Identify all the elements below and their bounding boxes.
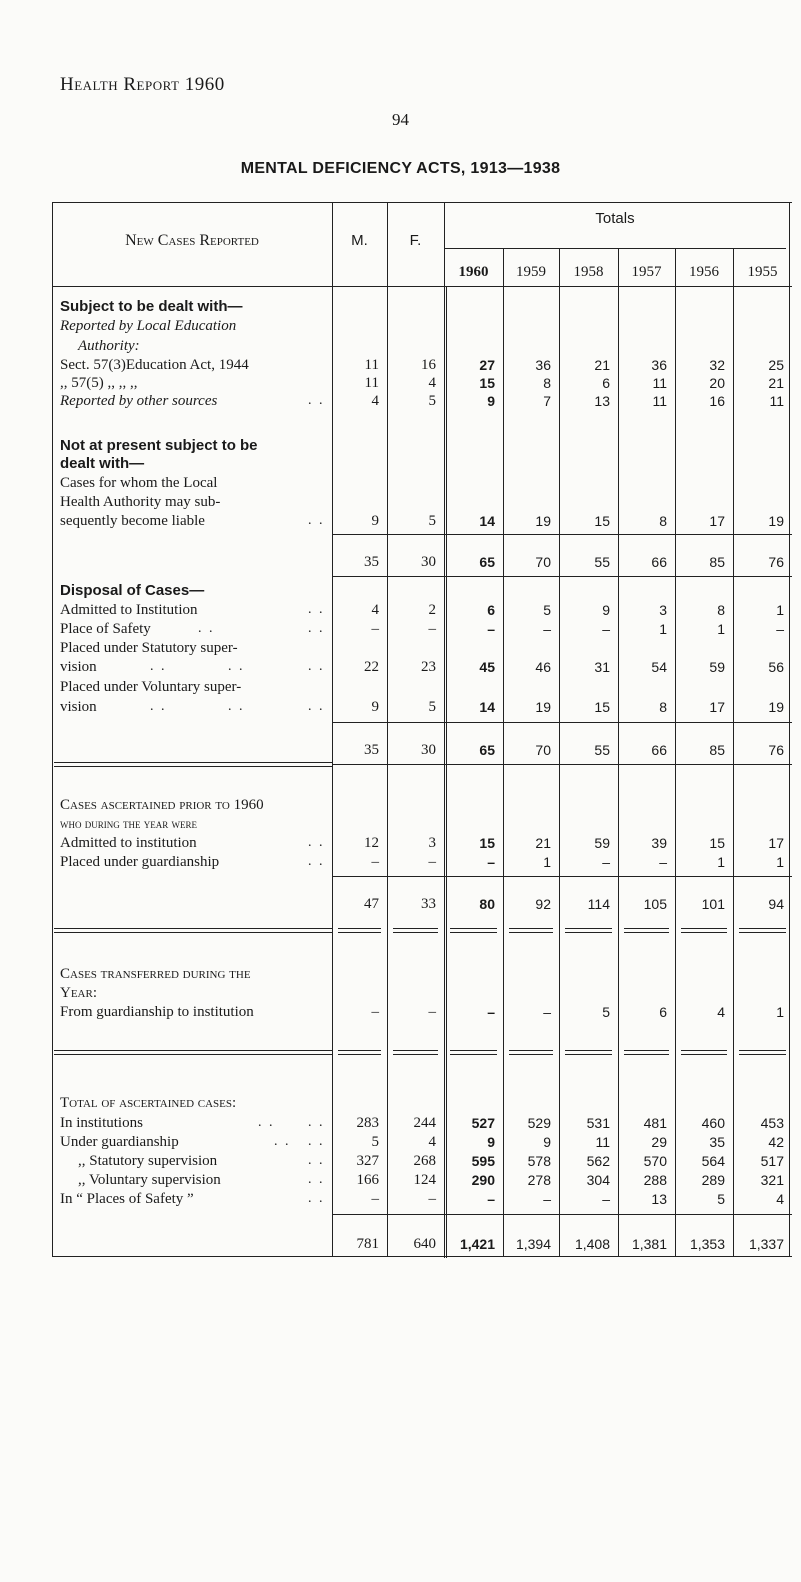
cell-in_places-1960: – [487,1191,495,1207]
cell-safety-1956: 1 [717,621,725,637]
label-vol-sup: ,, Voluntary supervision [78,1172,221,1188]
cell-sect_575-1955: 21 [768,375,784,391]
cell-admitted-1958: 9 [602,602,610,618]
cell-stat_sup-1955: 517 [760,1153,784,1169]
section-double-rule-cell [450,928,497,933]
label-statutory-2: vision [60,659,97,675]
leader-dots: . . [308,513,325,528]
cell-in_places-f: – [428,1191,436,1207]
label-voluntary-2: vision [60,699,97,715]
col-rule-1956 [675,248,676,1256]
label-reported-lea-1: Reported by Local Education [60,318,237,334]
cell-in_places-1955: 4 [776,1191,784,1207]
cell-safety-m: – [371,621,379,637]
cell-in_inst-1955: 453 [760,1115,784,1131]
cell-vol_sup-f: 124 [413,1172,436,1188]
cell-sect_575-f: 4 [428,375,436,391]
cell-total4-1957: 1,381 [631,1236,667,1252]
cell-transferred-1959: – [543,1004,551,1020]
cell-stat_sup-1956: 564 [701,1153,725,1169]
cell-statutory-1955: 56 [768,659,784,675]
cell-total4-f: 640 [413,1236,436,1252]
cell-asc_admitted-1959: 21 [535,835,551,851]
cell-in_inst-m: 283 [356,1115,379,1131]
leader-dots: . . [150,659,167,674]
section-double-rule-label-1 [54,762,332,767]
cell-stat_sup-f: 268 [413,1153,436,1169]
cell-transferred-1956: 4 [717,1004,725,1020]
cell-total4-1955: 1,337 [748,1236,784,1252]
cell-safety-1960: – [487,621,495,637]
label-in-inst: In institutions [60,1115,143,1131]
section-double-rule-cell [565,1050,612,1055]
section-double-rule-cell [681,928,727,933]
cell-asc_admitted-1955: 17 [768,835,784,851]
leader-dots: . . [308,393,325,408]
subtotal-rule-1b [332,576,792,577]
header-year-1958: 1958 [573,264,604,280]
section-double-rule-cell [509,928,553,933]
cell-total3-1960: 80 [479,896,495,912]
header-year-1955: 1955 [747,264,778,280]
label-in-places: In “ Places of Safety ” [60,1191,194,1207]
header-new-cases: New Cases Reported [125,232,259,249]
cell-admitted-1957: 3 [659,602,667,618]
cell-other-1960: 9 [487,393,495,409]
cell-liable-1956: 17 [709,513,725,529]
cell-liable-1955: 19 [768,513,784,529]
cell-transferred-1955: 1 [776,1004,784,1020]
cell-safety-1957: 1 [659,621,667,637]
cell-vol_sup-1958: 304 [586,1172,610,1188]
cell-sect_575-1959: 8 [543,375,551,391]
section-double-rule-cell [393,928,438,933]
label-sect-573: Sect. 57(3)Education Act, 1944 [60,357,249,373]
section-double-rule-cell [338,928,381,933]
header-year-1956: 1956 [689,264,719,280]
subtotal-rule-4 [332,1214,792,1215]
cell-under_guard-1960: 9 [487,1134,495,1150]
cell-other-1957: 11 [652,393,667,409]
label-under-guard: Under guardianship [60,1134,179,1150]
cell-asc_admitted-1956: 15 [709,835,725,851]
leader-dots: . . [308,1191,325,1206]
cell-under_guard-1955: 42 [768,1134,784,1150]
cell-under_guard-1956: 35 [709,1134,725,1150]
header-bottom-rule [52,286,792,287]
cell-other-1955: 11 [769,393,784,409]
leader-dots: . . [308,699,325,714]
cell-safety-1959: – [543,621,551,637]
cell-asc_guard-1960: – [487,854,495,870]
cell-under_guard-1958: 11 [595,1134,610,1150]
table-title: MENTAL DEFICIENCY ACTS, 1913—1938 [240,160,561,177]
cell-stat_sup-1958: 562 [586,1153,610,1169]
cell-in_places-1959: – [543,1191,551,1207]
section-double-rule-label [54,928,332,933]
leader-dots: . . [274,1134,291,1149]
label-not-present-2: dealt with— [60,455,145,472]
cell-liable-1957: 8 [659,513,667,529]
col-rule-1959 [503,248,504,1256]
cell-total3-f: 33 [421,896,436,912]
running-head: Health Report 1960 [60,74,225,95]
cell-sect_573-1957: 36 [651,357,667,373]
cell-admitted-1960: 6 [487,602,495,618]
cell-total2-1956: 85 [709,742,725,758]
cell-transferred-1957: 6 [659,1004,667,1020]
cell-other-f: 5 [428,393,436,409]
label-place-safety: Place of Safety [60,621,151,637]
mental-deficiency-table [52,202,792,1582]
cell-liable-f: 5 [428,513,436,529]
cell-total2-1960: 65 [479,742,495,758]
leader-dots: . . [228,659,245,674]
cell-sect_573-1959: 36 [535,357,551,373]
page-number: 94 [392,110,409,129]
section-double-rule-cell [624,928,669,933]
leader-dots: . . [258,1115,275,1130]
cell-in_places-1957: 13 [651,1191,667,1207]
leader-dots: . . [308,602,325,617]
cell-asc_admitted-f: 3 [428,835,436,851]
cell-asc_guard-1959: 1 [543,854,551,870]
cell-admitted-f: 2 [428,602,436,618]
leader-dots: . . [150,699,167,714]
cell-vol_sup-1956: 289 [701,1172,725,1188]
cell-safety-1955: – [776,621,784,637]
cell-voluntary-1957: 8 [659,699,667,715]
leader-dots: . . [308,621,325,636]
cell-total3-1955: 94 [768,896,784,912]
cell-statutory-1958: 31 [594,659,610,675]
cell-total1-1957: 66 [651,554,667,570]
cell-total1-f: 30 [421,554,436,570]
cell-asc_guard-1958: – [602,854,610,870]
cell-voluntary-1955: 19 [768,699,784,715]
cell-voluntary-m: 9 [371,699,379,715]
label-total-head: Total of ascertained cases: [60,1095,237,1111]
section-double-rule-cell [393,1050,438,1055]
cell-in_inst-1958: 531 [586,1115,610,1131]
section-double-rule-cell [739,928,786,933]
cell-total4-1958: 1,408 [574,1236,610,1252]
cell-sect_575-m: 11 [364,375,379,391]
label-reported-other: Reported by other sources [60,393,218,409]
cell-statutory-1960: 45 [479,659,495,675]
cell-sect_575-1960: 15 [479,375,495,391]
cell-stat_sup-m: 327 [356,1153,379,1169]
cell-in_places-1958: – [602,1191,610,1207]
label-admitted-inst2: Admitted to institution [60,835,197,851]
subtotal-rule-3 [332,876,792,877]
cell-asc_admitted-1957: 39 [651,835,667,851]
cell-total3-1958: 114 [587,896,610,912]
cell-total4-1960: 1,421 [459,1236,495,1252]
label-subject-head: Subject to be dealt with— [60,298,243,315]
cell-transferred-m: – [371,1004,379,1020]
cell-total1-1959: 70 [535,554,551,570]
section-double-rule-cell [739,1050,786,1055]
section-double-rule-cell [450,1050,497,1055]
cell-asc_admitted-1960: 15 [479,835,495,851]
cell-stat_sup-1957: 570 [643,1153,667,1169]
cell-admitted-1959: 5 [543,602,551,618]
cell-total1-1956: 85 [709,554,725,570]
col-rule-m [332,202,333,1256]
cell-asc_guard-1955: 1 [776,854,784,870]
leader-dots: . . [308,854,325,869]
label-reported-lea-2: Authority: [78,338,140,354]
label-cases-whom-3: sequently become liable [60,513,205,529]
cell-vol_sup-1955: 321 [760,1172,784,1188]
section-double-rule-cell [624,1050,669,1055]
header-year-1959: 1959 [516,264,546,280]
right-rule [789,202,790,1256]
header-f: F. [409,232,422,249]
section-double-rule-label [54,1050,332,1055]
cell-total1-1958: 55 [594,554,610,570]
cell-other-1958: 13 [594,393,610,409]
cell-total2-1959: 70 [535,742,551,758]
header-year-1960: 1960 [458,264,489,280]
section-double-rule-cell [509,1050,553,1055]
cell-under_guard-f: 4 [428,1134,436,1150]
cell-admitted-1956: 8 [717,602,725,618]
cell-liable-1959: 19 [535,513,551,529]
label-sect-575: ,, 57(5) ,, ,, ,, [60,375,138,391]
cell-asc_admitted-1958: 59 [594,835,610,851]
cell-asc_guard-1956: 1 [717,854,725,870]
cell-asc_guard-1957: – [659,854,667,870]
label-admitted-inst: Admitted to Institution [60,602,198,618]
cell-sect_573-m: 11 [364,357,379,373]
cell-total3-m: 47 [364,896,379,912]
cell-statutory-1959: 46 [535,659,551,675]
cell-statutory-m: 22 [364,659,379,675]
leader-dots: . . [308,1153,325,1168]
col-rule-1960-heavy [446,286,447,1258]
cell-other-1959: 7 [543,393,551,409]
subtotal-rule-2b [332,764,792,765]
cell-voluntary-1960: 14 [479,699,495,715]
cell-vol_sup-1960: 290 [471,1172,495,1188]
cell-sect_575-1958: 6 [602,375,610,391]
cell-in_inst-f: 244 [413,1115,436,1131]
header-m: M. [351,232,368,249]
col-rule-1955 [733,248,734,1256]
cell-total2-m: 35 [364,742,379,758]
cell-total2-f: 30 [421,742,436,758]
cell-sect_573-1956: 32 [709,357,725,373]
leader-dots: . . [228,699,245,714]
cell-voluntary-1959: 19 [535,699,551,715]
left-rule [52,202,53,1256]
leader-dots: . . [308,1172,325,1187]
cell-voluntary-1958: 15 [594,699,610,715]
label-voluntary-1: Placed under Voluntary super- [60,679,242,695]
label-disposal-head: Disposal of Cases— [60,582,205,599]
cell-in_inst-1960: 527 [471,1115,495,1131]
cell-vol_sup-1959: 278 [527,1172,551,1188]
cell-total1-1960: 65 [479,554,495,570]
cell-stat_sup-1959: 578 [527,1153,551,1169]
cell-total4-m: 781 [356,1236,379,1252]
cell-under_guard-m: 5 [371,1134,379,1150]
cell-total4-1956: 1,353 [689,1236,725,1252]
label-transferred-2: Year: [60,985,97,1001]
header-totals: Totals [595,210,635,227]
label-ascertained-2: who during the year were [60,816,197,831]
cell-stat_sup-1960: 595 [471,1153,495,1169]
cell-asc_admitted-m: 12 [364,835,379,851]
cell-asc_guard-m: – [371,854,379,870]
cell-transferred-f: – [428,1004,436,1020]
cell-liable-1958: 15 [594,513,610,529]
cell-voluntary-f: 5 [428,699,436,715]
cell-sect_575-1956: 20 [709,375,725,391]
leader-dots: . . [308,1115,325,1130]
cell-sect_573-1955: 25 [768,357,784,373]
cell-safety-1958: – [602,621,610,637]
cell-in_inst-1956: 460 [701,1115,725,1131]
cell-other-1956: 16 [709,393,725,409]
cell-statutory-f: 23 [421,659,436,675]
label-ascertained-1: Cases ascertained prior to 1960 [60,797,264,813]
label-stat-sup: ,, Statutory supervision [78,1153,218,1169]
cell-total2-1955: 76 [768,742,784,758]
cell-safety-f: – [428,621,436,637]
cell-total4-1959: 1,394 [515,1236,551,1252]
col-rule-f [387,202,388,1256]
cell-liable-1960: 14 [479,513,495,529]
header-year-1957: 1957 [631,264,662,280]
section-double-rule-cell [338,1050,381,1055]
table-top-rule [52,202,792,203]
cell-transferred-1960: – [487,1004,495,1020]
label-cases-whom-2: Health Authority may sub- [60,494,221,510]
col-rule-1958 [559,248,560,1256]
cell-in_places-1956: 5 [717,1191,725,1207]
subtotal-rule-1 [332,534,792,535]
cell-in_inst-1957: 481 [643,1115,667,1131]
section-double-rule-cell [681,1050,727,1055]
cell-total3-1959: 92 [535,896,551,912]
cell-voluntary-1956: 17 [709,699,725,715]
cell-admitted-1955: 1 [776,602,784,618]
cell-vol_sup-1957: 288 [643,1172,667,1188]
cell-in_inst-1959: 529 [527,1115,551,1131]
cell-statutory-1957: 54 [651,659,667,675]
cell-transferred-1958: 5 [602,1004,610,1020]
label-statutory-1: Placed under Statutory super- [60,640,238,656]
label-from-guard: From guardianship to institution [60,1004,254,1020]
cell-asc_guard-f: – [428,854,436,870]
cell-total2-1957: 66 [651,742,667,758]
cell-sect_573-f: 16 [421,357,436,373]
cell-in_places-m: – [371,1191,379,1207]
cell-total3-1957: 105 [643,896,667,912]
cell-sect_575-1957: 11 [652,375,667,391]
label-not-present-1: Not at present subject to be [60,437,258,454]
cell-sect_573-1960: 27 [479,357,495,373]
cell-other-m: 4 [371,393,379,409]
table-bottom-rule [52,1256,792,1257]
label-placed-guard: Placed under guardianship [60,854,220,870]
cell-vol_sup-m: 166 [356,1172,379,1188]
leader-dots: . . [198,621,215,636]
cell-sect_573-1958: 21 [594,357,610,373]
cell-total3-1956: 101 [701,896,725,912]
col-rule-1957 [618,248,619,1256]
leader-dots: . . [308,1134,325,1149]
section-double-rule-cell [565,928,612,933]
totals-subheader-rule [444,248,786,249]
leader-dots: . . [308,835,325,850]
cell-total1-1955: 76 [768,554,784,570]
subtotal-rule-2 [332,722,792,723]
label-transferred-1: Cases transferred during the [60,966,251,982]
leader-dots: . . [308,659,325,674]
cell-under_guard-1957: 29 [651,1134,667,1150]
cell-total2-1958: 55 [594,742,610,758]
cell-admitted-m: 4 [371,602,379,618]
cell-liable-m: 9 [371,513,379,529]
label-cases-whom-1: Cases for whom the Local [60,475,218,491]
cell-total1-m: 35 [364,554,379,570]
cell-under_guard-1959: 9 [543,1134,551,1150]
cell-statutory-1956: 59 [709,659,725,675]
